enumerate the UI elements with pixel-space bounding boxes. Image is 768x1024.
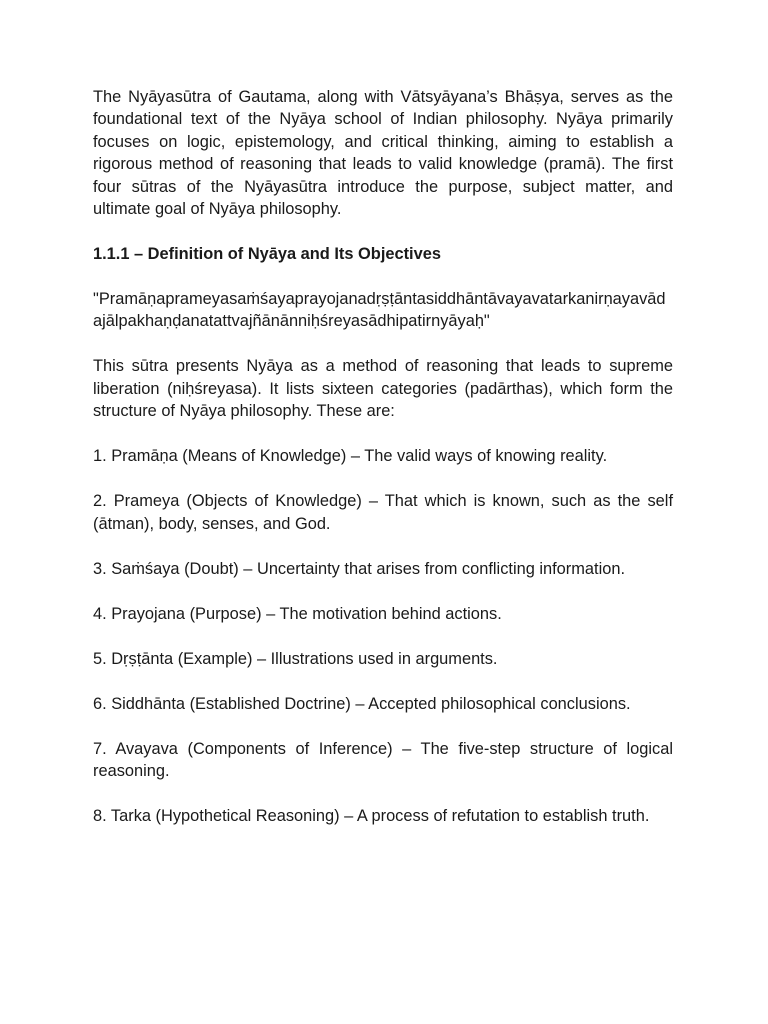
category-item: 8. Tarka (Hypothetical Reasoning) – A process of refutation to establish truth. <box>93 807 650 826</box>
category-item: 6. Siddhānta (Established Doctrine) – Accepted philosophical conclusions. <box>93 694 631 713</box>
category-item: 3. Saṁśaya (Doubt) – Uncertainty that arises from conflicting information. <box>93 559 626 578</box>
intro-paragraph: The Nyāyasūtra of Gautama, along with Vātsyāyana’s Bhāṣya, serves as the foundational text of the Nyāya school of Indian philosophy. Nyāya primarily focuses on logic, epistemology, and critical thinking, aiming to establish a rigorous method of reasoning that leads to valid knowledge (pramā). The first four sūtras of the Nyāyasūtra introduce the purpose, subject matter, and ultimate goal of Nyāya philosophy. <box>93 88 673 219</box>
category-item: 5. Dṛṣṭānta (Example) – Illustrations used in arguments. <box>93 649 498 668</box>
sutra-quote: "Pramāṇaprameyasaṁśayaprayojanadṛṣṭāntasiddhāntāvayavatarkanirṇayavādajālpakhaṇḍanatattvajñānānniḥśreyasādhipatirnyāyaḥ" <box>93 290 666 331</box>
document-page <box>93 86 673 850</box>
category-item: 2. Prameya (Objects of Knowledge) – That which is known, such as the self (ātman), body, senses, and God. <box>93 492 673 533</box>
explanation-paragraph: This sūtra presents Nyāya as a method of reasoning that leads to supreme liberation (niḥśreyasa). It lists sixteen categories (padārthas), which form the structure of Nyāya philosophy. These are: <box>93 357 673 421</box>
category-item: 7. Avayava (Components of Inference) – The five-step structure of logical reasoning. <box>93 739 673 781</box>
category-item: 4. Prayojana (Purpose) – The motivation behind actions. <box>93 604 502 623</box>
category-item: 1. Pramāṇa (Means of Knowledge) – The valid ways of knowing reality. <box>93 447 608 466</box>
section-heading: 1.1.1 – Definition of Nyāya and Its Objectives <box>93 245 441 264</box>
